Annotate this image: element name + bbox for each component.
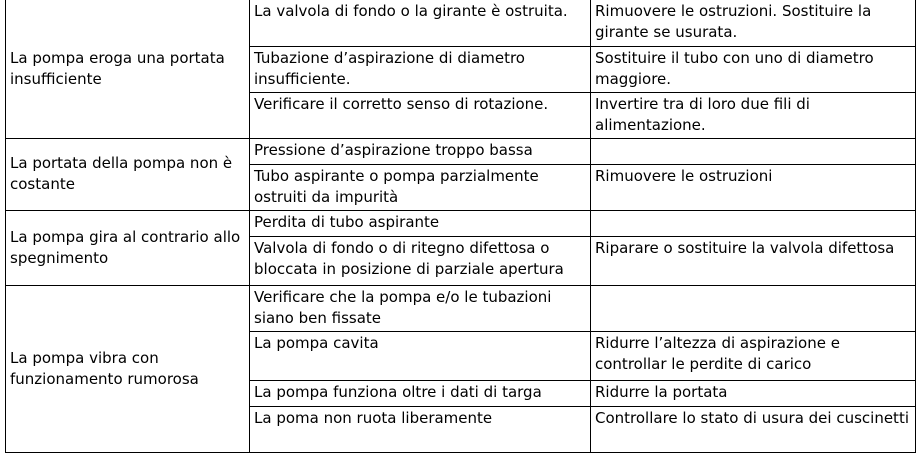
table-row [6, 0, 916, 47]
problem-cell: La pompa vibra con funzionamento rumorosa [6, 286, 250, 453]
remedy-cell [591, 286, 916, 332]
remedy-cell: Riparare o sostituire la valvola difettosa [591, 237, 916, 286]
table-row [6, 211, 916, 237]
remedy-cell: Ridurre l’altezza di aspirazione e controllar le perdite di carico [591, 332, 916, 381]
table-row [6, 139, 916, 165]
remedy-cell [591, 211, 916, 237]
cause-cell: Verificare il corretto senso di rotazione. [250, 93, 591, 139]
cause-cell: Verificare che la pompa e/o le tubazioni siano ben fissate [250, 286, 591, 332]
troubleshooting-table [5, 0, 916, 453]
remedy-cell: Ridurre la portata [591, 381, 916, 407]
cause-cell: Tubo aspirante o pompa parzialmente ostruiti da impurità [250, 165, 591, 211]
remedy-cell: Rimuovere le ostruzioni. Sostituire la girante se usurata. [591, 0, 916, 47]
cause-cell: Tubazione d’aspirazione di diametro insufficiente. [250, 47, 591, 93]
cause-cell: La poma non ruota liberamente [250, 407, 591, 453]
remedy-cell: Controllare lo stato di usura dei cuscinetti [591, 407, 916, 453]
remedy-cell: Sostituire il tubo con uno di diametro maggiore. [591, 47, 916, 93]
cause-cell: La valvola di fondo o la girante è ostruita. [250, 0, 591, 47]
problem-cell: La portata della pompa non è costante [6, 139, 250, 211]
problem-cell: La pompa gira al contrario allo spegnimento [6, 211, 250, 286]
remedy-cell: Rimuovere le ostruzioni [591, 165, 916, 211]
table-row [6, 286, 916, 332]
remedy-cell [591, 139, 916, 165]
cause-cell: La pompa funziona oltre i dati di targa [250, 381, 591, 407]
problem-cell: La pompa eroga una portata insufficiente [6, 0, 250, 139]
cause-cell: La pompa cavita [250, 332, 591, 381]
cause-cell: Pressione d’aspirazione troppo bassa [250, 139, 591, 165]
cause-cell: Perdita di tubo aspirante [250, 211, 591, 237]
remedy-cell: Invertire tra di loro due fili di alimentazione. [591, 93, 916, 139]
cause-cell: Valvola di fondo o di ritegno difettosa o bloccata in posizione di parziale apertura [250, 237, 591, 286]
